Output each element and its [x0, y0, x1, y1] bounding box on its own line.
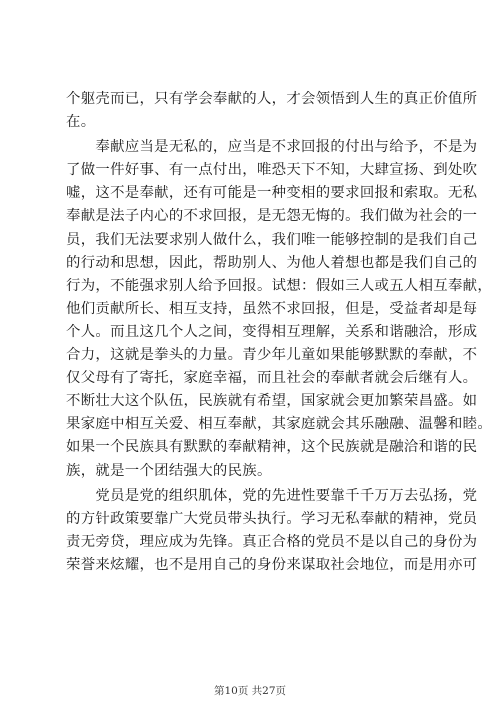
text-line: 了做一件好事、有一点付出，唯恐天下不知，大肆宣扬、到处吹	[66, 162, 478, 179]
text-line: 个人。而且这几个人之间，变得相互理解，关系和谐融洽，形成	[66, 323, 478, 340]
text-line: 他们贡献所长、相互支持，虽然不求回报，但是，受益者却是每	[66, 300, 478, 317]
text-line: 奉献应当是无私的，应当是不求回报的付出与给予，不是为	[66, 139, 478, 156]
text-line: 不断壮大这个队伍，民族就有希望，国家就会更加繁荣昌盛。如	[66, 393, 478, 410]
text-line: 行为，不能强求别人给予回报。试想：假如三人或五人相互奉献，	[66, 277, 493, 294]
text-line: 如果一个民族具有默默的奉献精神，这个民族就是融洽和谐的民	[66, 439, 478, 456]
text-line: 奉献是法子内心的不求回报，是无怨无悔的。我们做为社会的一	[66, 208, 478, 225]
text-line: 在。	[66, 114, 96, 131]
paragraph-2	[66, 136, 493, 482]
text-line: 的行动和思想，因此，帮助别人、为他人着想也都是我们自己的	[66, 254, 478, 271]
text-line: 个躯壳而已，只有学会奉献的人，才会领悟到人生的真正价值所	[66, 91, 478, 107]
paragraph-1	[66, 88, 478, 134]
text-line: 的方针政策要靠广大党员带头执行。学习无私奉献的精神，党员	[66, 510, 478, 527]
paragraph-3	[66, 485, 478, 577]
text-line: 责无旁贷，理应成为先锋。真正合格的党员不是以自己的身份为	[66, 533, 478, 550]
text-line: 合力，这就是拳头的力量。青少年儿童如果能够默默的奉献，不	[66, 347, 478, 364]
text-line: 荣誉来炫耀，也不是用自己的身份来谋取社会地位，而是用亦可	[66, 556, 478, 573]
text-line: 员，我们无法要求别人做什么，我们唯一能够控制的是我们自己	[66, 231, 478, 248]
text-line: 族，就是一个团结强大的民族。	[66, 462, 272, 479]
page-number-footer: 第10页 共27页	[213, 685, 287, 697]
text-line: 党员是党的组织肌体，党的先进性要靠千千万万去弘扬，党	[66, 487, 478, 504]
text-line: 果家庭中相互关爱、相互奉献，其家庭就会其乐融融、温馨和睦。	[66, 416, 493, 433]
text-line: 嘘，这不是奉献，还有可能是一种变相的要求回报和索取。无私	[66, 185, 478, 202]
body-text	[66, 88, 493, 577]
text-line: 仅父母有了寄托，家庭幸福，而且社会的奉献者就会后继有人。	[66, 370, 478, 387]
